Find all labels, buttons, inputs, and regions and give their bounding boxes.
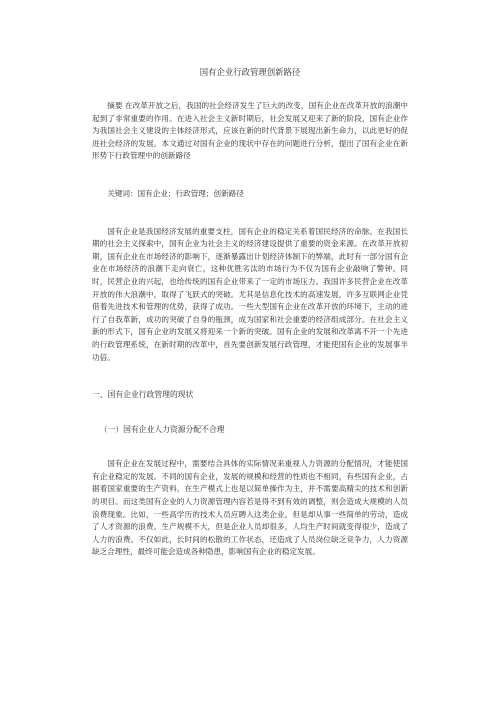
keywords-line: 关键词：国有企业；行政管理；创新路径 xyxy=(107,188,244,198)
spacer xyxy=(92,402,408,424)
spacer xyxy=(92,436,408,458)
spacer xyxy=(92,364,408,389)
subsection-heading: （一）国有企业人力资源分配不合理 xyxy=(99,424,225,434)
spacer xyxy=(92,201,408,226)
document-title: 国有企业行政管理创新路径 xyxy=(199,67,301,77)
section-heading: 一、国有企业行政管理的现状 xyxy=(92,390,194,400)
spacer xyxy=(92,163,408,188)
subsection-body-paragraph: 国有企业在发展过程中，需要结合具体的实际情况来重视人力资源的分配情况，才能使国有企业稳定的发展。不同的国有企业，发展的规模和经营的性质也不相同，有些国有企业，占据着国家重要的生产资料，在生产模式上也是以简单操作为主，并不需要高精尖的技术和创新的项目。而这类国有企业的人力资源管理内容若是得不到有效的调整，则会造成大规模的人员浪费现象。比如，一些高学历的技术人员应聘入这类企业，但是却从事一些简单的劳动，造成了人才资源的浪费。生产规模不大，但是企业人员却很多，人均生产时间就变得很少，造成了人力的浪费。不仅如此，长时间的松散的工作状态，还造成了人员岗位缺乏竞争力，人力资源缺乏合理性，最终可能会造成各种隐患，影响国有企业的稳定发展。 xyxy=(92,459,408,557)
abstract-paragraph: 摘要 在改革开放之后，我国的社会经济发生了巨大的改变，国有企业在改革开放的浪潮中起到了非常重要的作用。在进入社会主义新时期后，社会发展又迎来了新的阶段，国有企业作为我国社会主义建设的主体经济形式，应该在新的时代背景下展现出新生命力，以此更好的促进社会经济的发展。本文通过对国有企业的现状中存在的问题进行分析，提出了国有企业在新形势下行政管理中的创新路径 xyxy=(92,101,408,161)
intro-paragraph: 国有企业是我国经济发展的重要支柱，国有企业的稳定关系着国民经济的命脉。在我国长期的社会主义探索中，国有企业为社会主义的经济建设提供了重要的资金来源。在改革开放初期，国有企业在市场经济的影响下，逐渐暴露出计划经济体制下的弊端，此时有一部分国有企业在市场经济的浪潮下走向衰亡，这种优胜劣汰的市场行为不仅为国有企业敲响了警钟。同时，民营企业的兴起，也给传统的国有企业带来了一定的市场压力。我国许多民营企业在改革开放的伟大浪潮中，取得了飞跃式的突破。尤其是信息化技术的高速发展，许多互联网企业凭借着先进技术和管理的优势，获得了成功。一些大型国有企业在改革开放的环境下，主动的进行了自我革新，成功的突破了自身的瓶颈，成为国家和社会重要的经济组成部分。在社会主义新的形式下，国有企业的发展又将迎来一个新的突破。国有企业的发展和改革离不开一个先进的行政管理系统，在新时期的改革中，首先要创新发展行政管理，才能使国有企业的发展事半功倍。 xyxy=(92,226,408,362)
